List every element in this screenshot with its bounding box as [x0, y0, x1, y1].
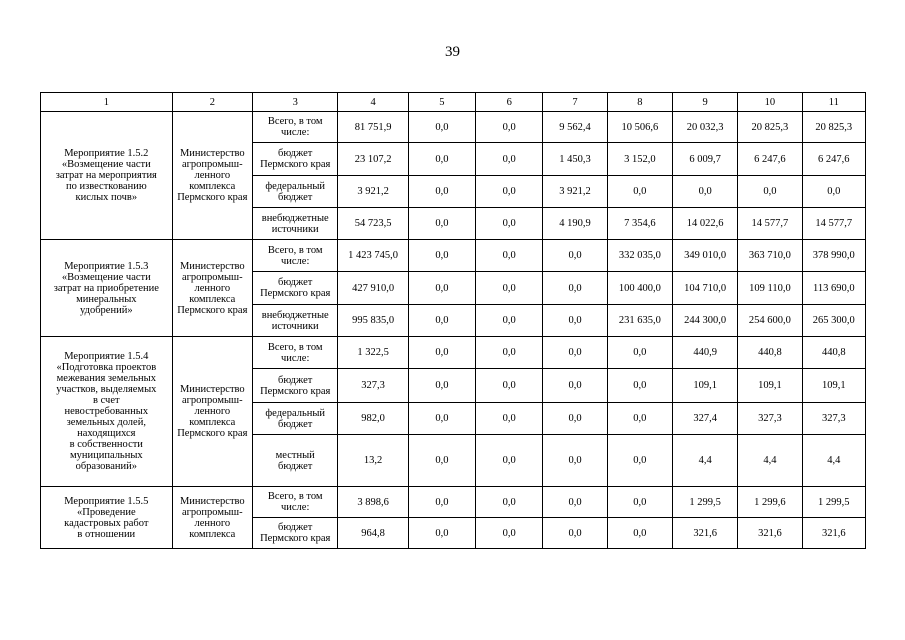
executor-line: ленного [194, 517, 231, 529]
funding-source-line: Пермского края [260, 533, 331, 544]
measure-name-line: по известкованию [65, 181, 147, 192]
executor-line: Пермского края [177, 304, 248, 316]
column-header: 9 [672, 93, 737, 112]
measure-name-line: «Проведение [76, 506, 136, 518]
value-cell: 378 990,0 [802, 240, 865, 272]
column-header: 10 [738, 93, 802, 112]
measure-name-line: Мероприятие 1.5.3 [64, 260, 149, 272]
measure-name-line: невостребованных [64, 406, 149, 417]
executor-line: Министерство [179, 384, 245, 395]
value-cell: 327,3 [802, 403, 865, 435]
funding-source-line: Всего, в том [267, 341, 323, 353]
measure-name-line: в отношении [77, 528, 136, 540]
value-cell: 100 400,0 [607, 272, 672, 305]
value-cell: 0,0 [738, 176, 802, 208]
value-cell: 265 300,0 [802, 305, 865, 337]
value-cell: 0,0 [543, 240, 607, 272]
measure-name-line: «Подготовка проектов [56, 362, 157, 373]
value-cell: 81 751,9 [338, 112, 408, 143]
value-cell: 0,0 [408, 143, 475, 176]
funding-source-line: внебюджетные [261, 309, 329, 321]
measure-name-line: межевания земельных [56, 373, 156, 384]
column-header: 2 [172, 93, 252, 112]
value-cell: 0,0 [408, 272, 475, 305]
value-cell: 0,0 [543, 369, 607, 403]
value-cell: 440,9 [672, 337, 737, 369]
column-header: 4 [338, 93, 408, 112]
value-cell: 0,0 [607, 403, 672, 435]
column-header: 7 [543, 93, 607, 112]
value-cell: 13,2 [338, 435, 408, 487]
column-header: 6 [476, 93, 543, 112]
value-cell: 104 710,0 [672, 272, 737, 305]
value-cell: 321,6 [738, 518, 802, 549]
value-cell: 0,0 [543, 403, 607, 435]
funding-source-line: числе: [281, 502, 310, 513]
funding-source-line: федеральный [265, 180, 326, 192]
measure-name-line: Мероприятие 1.5.5 [64, 495, 149, 507]
value-cell: 321,6 [672, 518, 737, 549]
value-cell: 427 910,0 [338, 272, 408, 305]
value-cell: 1 299,5 [802, 487, 865, 518]
funding-source-cell [253, 176, 338, 208]
value-cell: 6 247,6 [738, 143, 802, 176]
value-cell: 109,1 [738, 369, 802, 403]
executor-line: агропромыш- [181, 506, 243, 518]
executor-line: ленного [194, 406, 231, 417]
funding-source-cell [253, 487, 338, 518]
executor-cell [172, 337, 252, 487]
measure-name-line: кислых почв» [75, 192, 138, 203]
column-header: 3 [253, 93, 338, 112]
value-cell: 7 354,6 [607, 208, 672, 240]
value-cell: 1 423 745,0 [338, 240, 408, 272]
value-cell: 0,0 [607, 337, 672, 369]
value-cell: 349 010,0 [672, 240, 737, 272]
measure-name-line: Мероприятие 1.5.4 [64, 351, 149, 362]
table-row [41, 240, 866, 272]
table-row [41, 337, 866, 369]
measure-name-line: «Возмещение части [61, 271, 151, 283]
measure-name-line: минеральных [76, 293, 137, 305]
value-cell: 0,0 [408, 487, 475, 518]
funding-source-line: местный [275, 449, 315, 461]
value-cell: 0,0 [476, 143, 543, 176]
executor-line: агропромыш- [181, 159, 243, 170]
value-cell: 1 322,5 [338, 337, 408, 369]
funding-source-line: Пермского края [260, 288, 331, 299]
funding-source-line: бюджет [278, 148, 313, 159]
value-cell: 0,0 [476, 112, 543, 143]
executor-line: Пермского края [177, 192, 248, 203]
value-cell: 327,4 [672, 403, 737, 435]
value-cell: 0,0 [408, 112, 475, 143]
funding-source-cell [253, 337, 338, 369]
value-cell: 0,0 [543, 487, 607, 518]
funding-source-cell [253, 240, 338, 272]
executor-line: агропромыш- [181, 271, 243, 283]
value-cell: 363 710,0 [738, 240, 802, 272]
value-cell: 6 009,7 [672, 143, 737, 176]
measure-name-cell [41, 337, 173, 487]
page-number: 39 [445, 44, 460, 60]
value-cell: 0,0 [408, 403, 475, 435]
value-cell: 0,0 [543, 337, 607, 369]
value-cell: 0,0 [408, 337, 475, 369]
column-header: 5 [408, 93, 475, 112]
value-cell: 327,3 [338, 369, 408, 403]
funding-source-line: числе: [281, 352, 310, 364]
value-cell: 0,0 [476, 435, 543, 487]
budget-table [40, 92, 866, 549]
funding-source-line: источники [271, 320, 319, 332]
value-cell: 0,0 [408, 176, 475, 208]
measure-name-line: затрат на приобретение [53, 282, 159, 294]
value-cell: 0,0 [476, 176, 543, 208]
value-cell: 14 022,6 [672, 208, 737, 240]
measure-name-cell [41, 112, 173, 240]
value-cell: 109 110,0 [738, 272, 802, 305]
value-cell: 4 190,9 [543, 208, 607, 240]
measure-name-line: образований» [75, 461, 138, 472]
funding-source-line: Всего, в том [267, 116, 323, 127]
value-cell: 0,0 [543, 435, 607, 487]
funding-source-cell [253, 305, 338, 337]
funding-source-line: Пермского края [260, 385, 331, 397]
funding-source-line: бюджет [278, 277, 313, 288]
column-header: 11 [802, 93, 865, 112]
value-cell: 0,0 [607, 518, 672, 549]
value-cell: 321,6 [802, 518, 865, 549]
funding-source-line: бюджет [278, 522, 313, 533]
measure-name-cell [41, 240, 173, 337]
value-cell: 0,0 [408, 305, 475, 337]
executor-line: комплекса [189, 293, 236, 305]
value-cell: 995 835,0 [338, 305, 408, 337]
value-cell: 3 921,2 [543, 176, 607, 208]
value-cell: 0,0 [408, 369, 475, 403]
executor-cell [172, 112, 252, 240]
value-cell: 0,0 [607, 487, 672, 518]
value-cell: 4,4 [672, 435, 737, 487]
value-cell: 0,0 [476, 305, 543, 337]
value-cell: 113 690,0 [802, 272, 865, 305]
measure-name-line: удобрений» [80, 304, 133, 316]
column-number-row [41, 93, 866, 112]
value-cell: 0,0 [607, 369, 672, 403]
value-cell: 0,0 [476, 403, 543, 435]
measure-name-cell [41, 487, 173, 549]
executor-line: Министерство [179, 495, 245, 507]
measure-name-line: участков, выделяемых [56, 384, 157, 395]
value-cell: 109,1 [802, 369, 865, 403]
funding-source-line: источники [271, 223, 319, 235]
funding-source-cell [253, 403, 338, 435]
executor-line: ленного [194, 282, 231, 294]
value-cell: 440,8 [738, 337, 802, 369]
value-cell: 14 577,7 [738, 208, 802, 240]
value-cell: 6 247,6 [802, 143, 865, 176]
value-cell: 20 032,3 [672, 112, 737, 143]
value-cell: 3 921,2 [338, 176, 408, 208]
funding-source-cell [253, 272, 338, 305]
measure-name-line: кадастровых работ [64, 517, 149, 529]
value-cell: 327,3 [738, 403, 802, 435]
value-cell: 1 299,6 [738, 487, 802, 518]
value-cell: 0,0 [408, 208, 475, 240]
funding-source-cell [253, 369, 338, 403]
value-cell: 440,8 [802, 337, 865, 369]
measure-name-line: муниципальных [69, 450, 143, 461]
funding-source-line: Всего, в том [267, 244, 323, 256]
value-cell: 0,0 [543, 272, 607, 305]
value-cell: 332 035,0 [607, 240, 672, 272]
table-row [41, 112, 866, 143]
value-cell: 0,0 [476, 337, 543, 369]
executor-line: Министерство [179, 148, 245, 159]
value-cell: 1 450,3 [543, 143, 607, 176]
measure-name-line: в счет [93, 395, 120, 406]
value-cell: 14 577,7 [802, 208, 865, 240]
value-cell: 0,0 [476, 518, 543, 549]
executor-cell [172, 240, 252, 337]
executor-line: комплекса [189, 181, 236, 192]
executor-cell [172, 487, 252, 549]
value-cell: 4,4 [738, 435, 802, 487]
value-cell: 0,0 [802, 176, 865, 208]
value-cell: 0,0 [543, 518, 607, 549]
value-cell: 0,0 [408, 518, 475, 549]
funding-source-cell [253, 208, 338, 240]
value-cell: 0,0 [408, 240, 475, 272]
value-cell: 0,0 [408, 435, 475, 487]
value-cell: 0,0 [672, 176, 737, 208]
funding-source-line: числе: [281, 127, 310, 138]
executor-line: комплекса [189, 417, 236, 428]
funding-source-line: Пермского края [260, 159, 331, 170]
value-cell: 3 898,6 [338, 487, 408, 518]
executor-line: комплекса [189, 528, 236, 540]
value-cell: 9 562,4 [543, 112, 607, 143]
value-cell: 982,0 [338, 403, 408, 435]
funding-source-line: бюджет [278, 418, 313, 430]
value-cell: 0,0 [607, 176, 672, 208]
funding-source-line: Всего, в том [267, 491, 323, 502]
value-cell: 10 506,6 [607, 112, 672, 143]
measure-name-line: «Возмещение части [61, 159, 151, 170]
value-cell: 0,0 [476, 487, 543, 518]
funding-source-cell [253, 435, 338, 487]
column-header: 1 [41, 93, 173, 112]
value-cell: 1 299,5 [672, 487, 737, 518]
funding-source-cell [253, 143, 338, 176]
value-cell: 0,0 [543, 305, 607, 337]
funding-source-cell [253, 518, 338, 549]
executor-line: Министерство [179, 260, 245, 272]
executor-line: агропромыш- [181, 395, 243, 406]
budget-table-body [41, 112, 866, 549]
measure-name-line: затрат на мероприятия [55, 170, 157, 181]
measure-name-line: земельных долей, [66, 417, 146, 428]
value-cell: 109,1 [672, 369, 737, 403]
measure-name-line: находящихся [77, 428, 136, 439]
funding-source-cell [253, 112, 338, 143]
funding-source-line: бюджет [278, 460, 313, 472]
funding-source-line: числе: [281, 255, 310, 267]
value-cell: 23 107,2 [338, 143, 408, 176]
measure-name-line: Мероприятие 1.5.2 [64, 148, 149, 159]
table-row [41, 487, 866, 518]
value-cell: 3 152,0 [607, 143, 672, 176]
funding-source-line: федеральный [265, 407, 326, 419]
executor-line: Пермского края [177, 428, 248, 439]
value-cell: 244 300,0 [672, 305, 737, 337]
executor-line: ленного [194, 170, 231, 181]
funding-source-line: внебюджетные [261, 212, 329, 224]
value-cell: 231 635,0 [607, 305, 672, 337]
value-cell: 20 825,3 [802, 112, 865, 143]
value-cell: 0,0 [476, 208, 543, 240]
column-header: 8 [607, 93, 672, 112]
funding-source-line: бюджет [278, 191, 313, 203]
value-cell: 0,0 [476, 272, 543, 305]
value-cell: 4,4 [802, 435, 865, 487]
value-cell: 254 600,0 [738, 305, 802, 337]
value-cell: 20 825,3 [738, 112, 802, 143]
value-cell: 54 723,5 [338, 208, 408, 240]
value-cell: 0,0 [607, 435, 672, 487]
value-cell: 0,0 [476, 240, 543, 272]
funding-source-line: бюджет [278, 374, 313, 386]
value-cell: 0,0 [476, 369, 543, 403]
value-cell: 964,8 [338, 518, 408, 549]
measure-name-line: в собственности [69, 439, 143, 450]
